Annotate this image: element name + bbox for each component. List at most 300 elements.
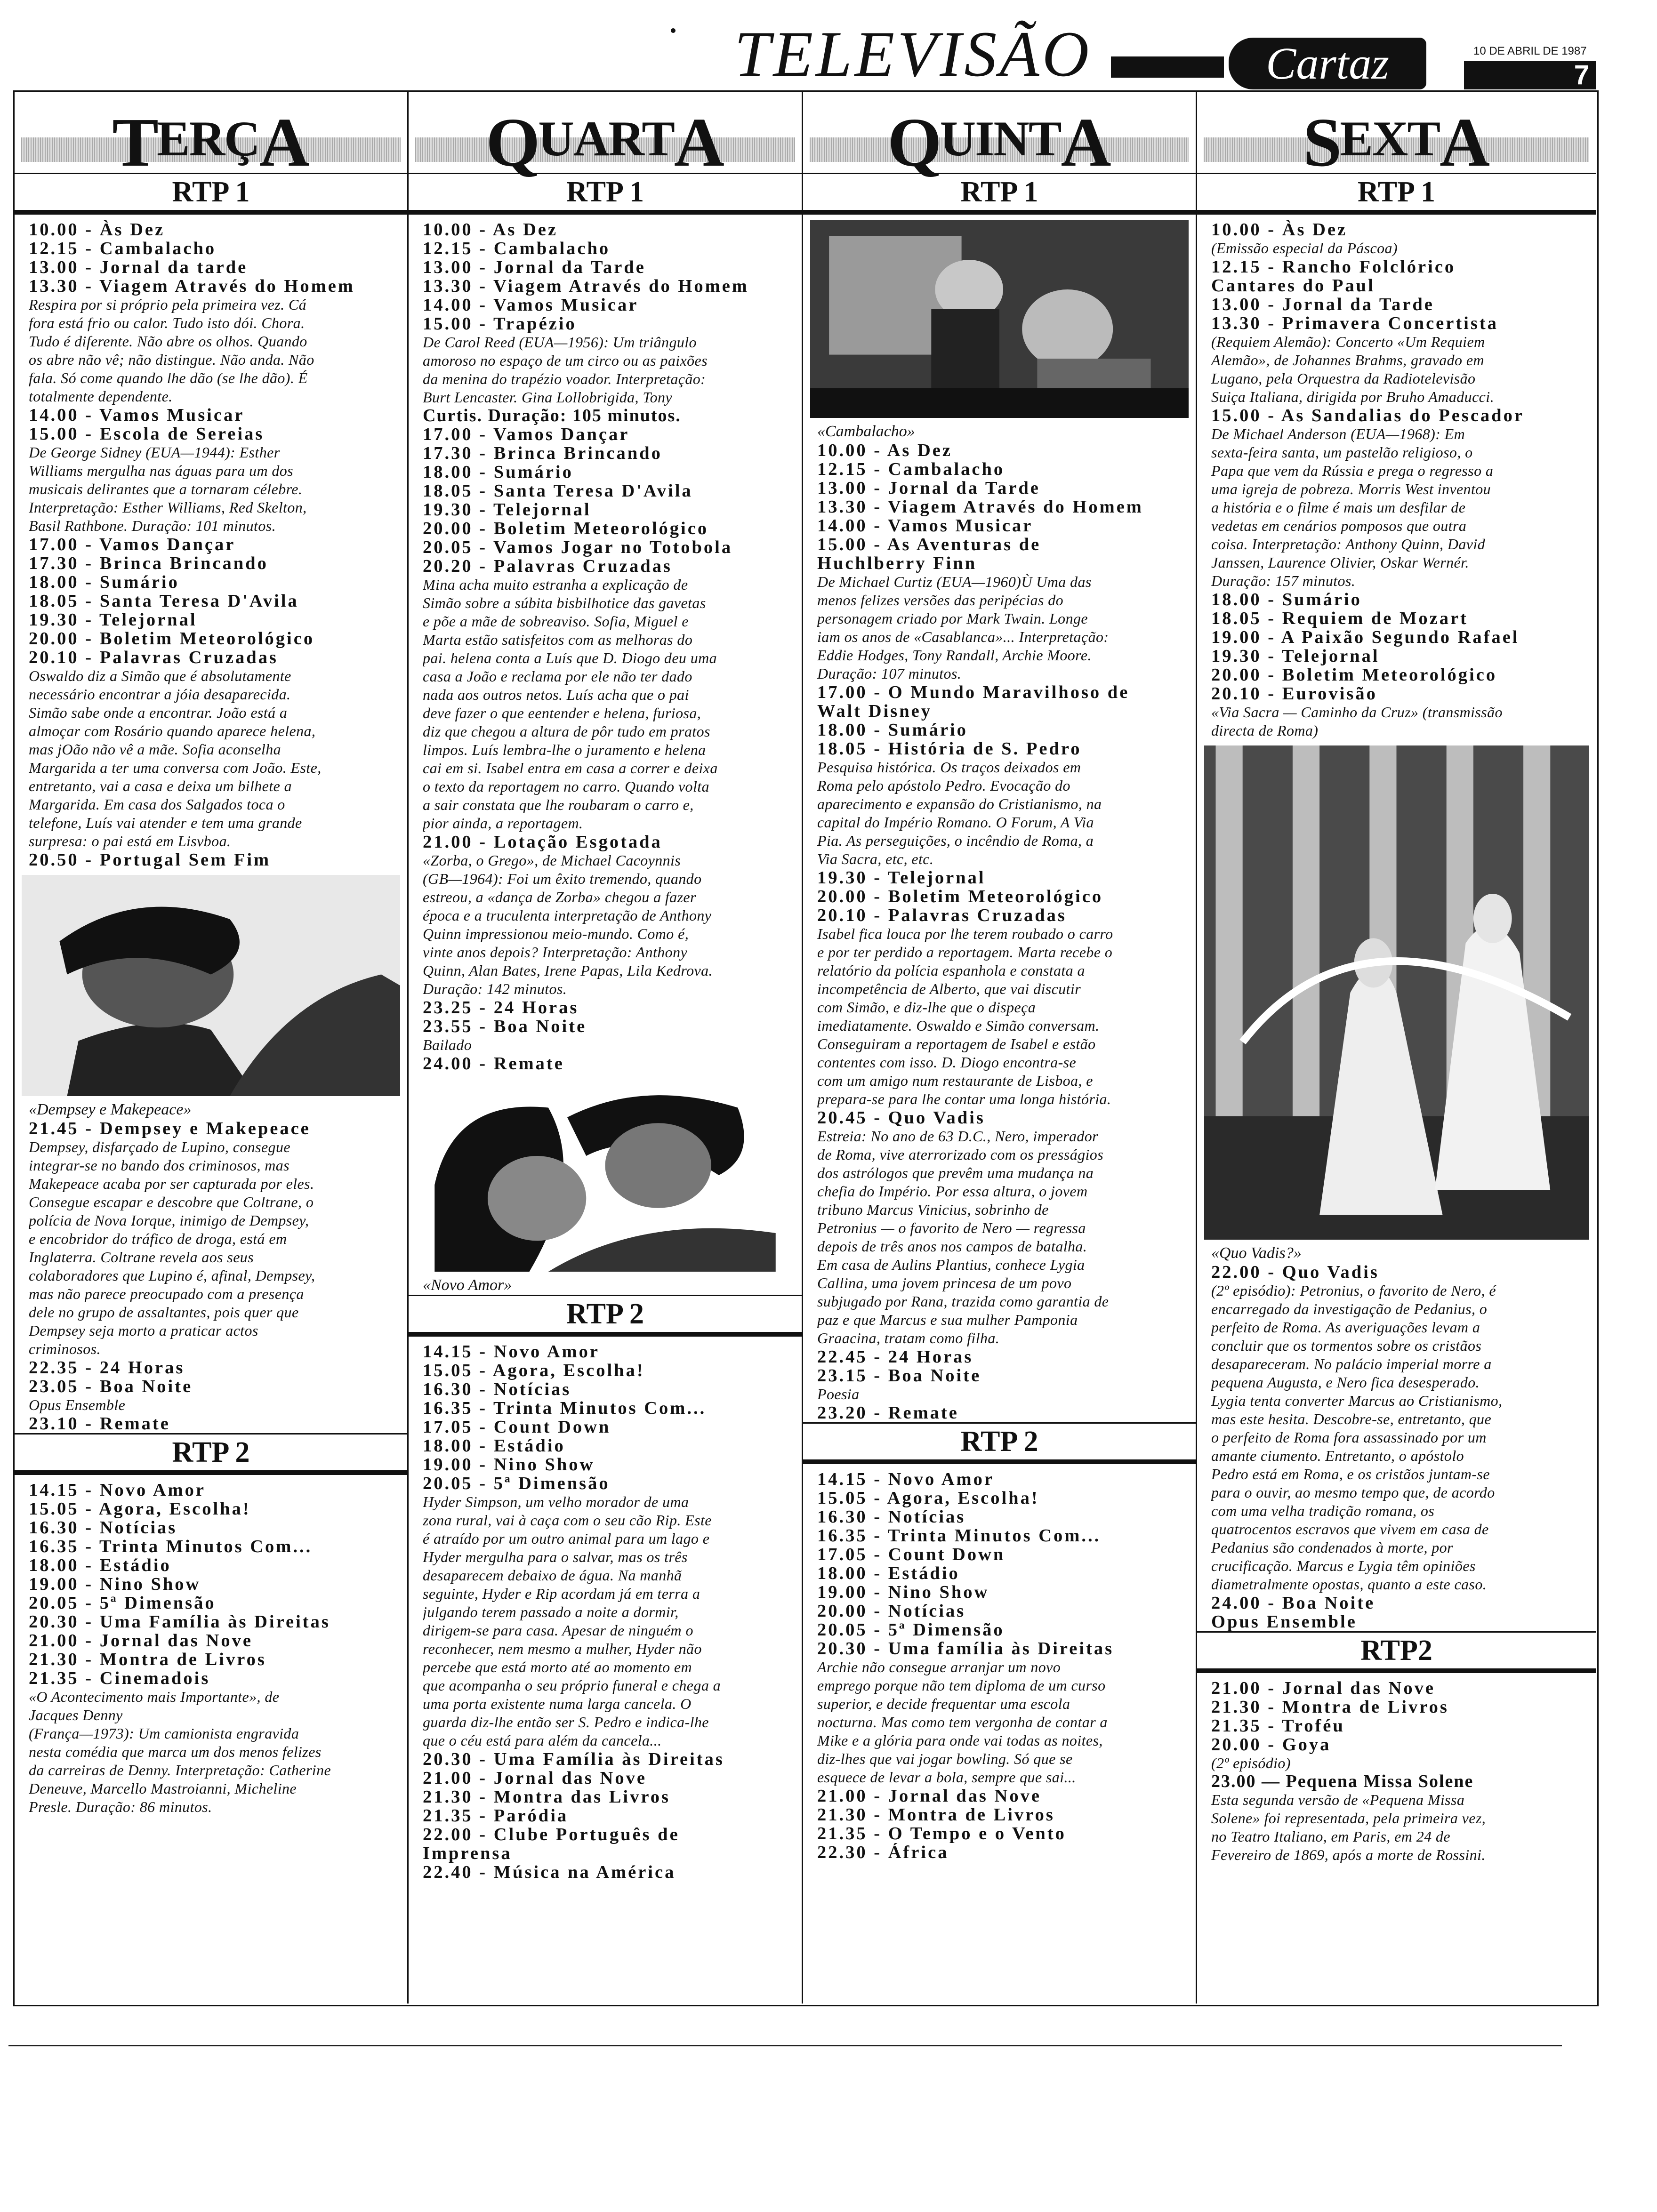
programme-entry: 19.00 - Nino Show	[29, 1575, 201, 1594]
photo-caption: «Novo Amor»	[423, 1276, 512, 1294]
programme-description: directa de Roma)	[1211, 722, 1319, 739]
programme-entry: 19.00 - A Paixão Segundo Rafael	[1211, 628, 1520, 647]
programme-entry: 20.30 - Uma Família às Direitas	[423, 1750, 724, 1769]
programme-entry: 20.45 - Quo Vadis	[817, 1108, 985, 1127]
programme-description: diz-lhes que vai jogar bowling. Só que se	[817, 1750, 1073, 1767]
programme-note: Curtis. Duração: 105 minutos.	[423, 407, 681, 425]
programme-description: Em casa de Aulins Plantius, conhece Lygia	[817, 1256, 1085, 1273]
programme-description: Bailado	[423, 1036, 472, 1053]
programme-description: de Roma, vive aterrorizado com os presságios	[817, 1146, 1104, 1163]
programme-description: limpos. Luís lembra-lhe o juramento e helena	[423, 741, 706, 758]
channel-header: RTP 1	[15, 173, 407, 215]
programme-entry: 21.35 - Cinemadois	[29, 1669, 210, 1688]
programme-entry: 18.05 - Requiem de Mozart	[1211, 609, 1468, 628]
programme-description: percebe que está morto até ao momento em	[423, 1659, 692, 1675]
programme-entry: 21.35 - O Tempo e o Vento	[817, 1824, 1066, 1843]
programme-entry: 21.30 - Montra de Livros	[817, 1805, 1055, 1824]
programme-description: Hyder mergulha para o salvar, mas os três	[423, 1548, 688, 1565]
channel-header: RTP2	[1197, 1631, 1596, 1673]
programme-entry: 18.05 - Santa Teresa D'Avila	[29, 592, 299, 610]
programme-entry: 13.00 - Jornal da Tarde	[1211, 295, 1434, 314]
programme-entry: 21.35 - Paródia	[423, 1806, 569, 1825]
programme-description: o perfeito de Roma fora assassinado por um	[1211, 1429, 1487, 1446]
programme-entry: 17.05 - Count Down	[423, 1418, 611, 1436]
programme-entry: 21.30 - Montra das Livros	[423, 1787, 671, 1806]
column-quinta	[803, 90, 1196, 1862]
channel-header: RTP 2	[409, 1295, 802, 1337]
programme-description: contentes com isso. D. Diogo encontra-se	[817, 1054, 1077, 1071]
programme-entry: 13.00 - Jornal da Tarde	[423, 258, 646, 277]
programme-entry: 20.00 - Boletim Meteorológico	[817, 887, 1103, 906]
programme-description: Deneuve, Marcello Mastroianni, Micheline	[29, 1780, 297, 1797]
programme-description: da carreiras de Denny. Interpretação: Catherine	[29, 1762, 331, 1779]
programme-description: e encobridor do tráfico de droga, está em	[29, 1230, 287, 1247]
day-final: A	[674, 104, 724, 181]
programme-entry: 22.45 - 24 Horas	[817, 1347, 973, 1366]
programme-description: musicais delirantes que a tornaram célebre.	[29, 481, 303, 497]
programme-description: Interpretação: Esther Williams, Red Skelton,	[29, 499, 307, 516]
vadis-photo	[1204, 745, 1589, 1240]
programme-description: Lygia tenta converter Marcus ao Cristianismo,	[1211, 1392, 1503, 1409]
programme-entry: 16.35 - Trinta Minutos Com...	[817, 1526, 1101, 1545]
programme-description: Williams mergulha nas águas para um dos	[29, 462, 294, 479]
programme-description: que o céu está para além da cancela...	[423, 1732, 662, 1749]
masthead-dot	[671, 28, 676, 33]
programme-description: (2º episódio): Petronius, o favorito de Nero, é	[1211, 1282, 1496, 1299]
programme-entry: 13.30 - Viagem Através do Homem	[423, 277, 749, 296]
programme-description: Dempsey, disfarçado de Lupino, consegue	[29, 1138, 290, 1155]
programme-entry: 15.05 - Agora, Escolha!	[817, 1489, 1039, 1507]
programme-description: De Michael Curtiz (EUA—1960)Ù Uma das	[817, 573, 1092, 590]
programme-description: mas este hesita. Descobre-se, entretanto, que	[1211, 1411, 1492, 1427]
programme-entry: 15.05 - Agora, Escolha!	[29, 1499, 251, 1518]
programme-entry: 20.00 - Boletim Meteorológico	[423, 519, 709, 538]
programme-description: Roma pelo apóstolo Pedro. Evocação do	[817, 777, 1070, 794]
programme-description: integrar-se no bando dos criminosos, mas	[29, 1157, 290, 1174]
programme-entry: 19.30 - Telejornal	[423, 500, 591, 519]
programme-description: é atraído por um outro animal para um lago e	[423, 1530, 710, 1547]
programme-description: Margarida. Em casa dos Salgados toca o	[29, 796, 285, 813]
programme-description: pior ainda, a reportagem.	[423, 815, 583, 832]
photo-caption: «Dempsey e Makepeace»	[29, 1101, 192, 1118]
programme-description: Burt Lencaster. Gina Lollobrigida, Tony	[423, 389, 673, 406]
programme-note: 23.00 — Pequena Missa Solene	[1211, 1772, 1474, 1791]
programme-entry: 15.00 - Escola de Sereias	[29, 425, 265, 443]
programme-description: Esta segunda versão de «Pequena Missa	[1211, 1791, 1465, 1808]
day-name	[1197, 104, 1596, 181]
programme-description: almoçar com Rosário quando aparece helena,	[29, 722, 316, 739]
programme-description: Hyder Simpson, um velho morador de uma	[423, 1493, 689, 1510]
day-name	[15, 104, 407, 181]
programme-description: subjugado por Rana, trazida como garantia de	[817, 1293, 1109, 1310]
programme-entry: 22.30 - África	[817, 1843, 949, 1862]
programme-description: Conseguiram a reportagem de Isabel e estão	[817, 1035, 1096, 1052]
programme-description: Archie não consegue arranjar um novo	[817, 1659, 1061, 1675]
programme-description: depois de três anos nos campos de batalha.	[817, 1238, 1087, 1255]
day-middle: ERÇ	[157, 111, 259, 166]
photo-caption: «Cambalacho»	[817, 423, 915, 440]
programme-entry: 20.10 - Palavras Cruzadas	[817, 906, 1067, 925]
programme-description: Consegue escapar e descobre que Coltrane, o	[29, 1194, 314, 1210]
programme-description: e põe a mãe de sobreaviso. Sofia, Miguel e	[423, 613, 689, 630]
programme-entry: 12.15 - Cambalacho	[423, 239, 611, 258]
programme-description: Pedro está em Roma, e os cristãos juntam-se	[1211, 1466, 1490, 1483]
day-name	[409, 104, 802, 181]
programme-description: crucificação. Marcus e Lygia têm opiniões	[1211, 1557, 1476, 1574]
programme-description: capital do Império Romano. O Forum, A Via	[817, 814, 1094, 831]
channel-header: RTP 2	[803, 1422, 1196, 1464]
programme-entry: 14.15 - Novo Amor	[29, 1481, 206, 1499]
programme-entry: 18.00 - Sumário	[817, 721, 968, 739]
listing-block	[1197, 220, 1596, 740]
programme-entry: 23.05 - Boa Noite	[29, 1377, 193, 1396]
programme-entry: 13.00 - Jornal da Tarde	[817, 479, 1040, 497]
day-final: A	[1061, 104, 1111, 181]
man-photo	[22, 875, 400, 1096]
programme-entry: 19.00 - Nino Show	[423, 1455, 595, 1474]
programme-description: julgando terem passado a noite a dormir,	[423, 1603, 679, 1620]
programme-entry: 15.00 - As Sandalias do Pescador	[1211, 406, 1524, 425]
programme-entry: 18.00 - Estádio	[423, 1436, 565, 1455]
programme-description: Duração: 142 minutos.	[423, 980, 567, 997]
programme-entry: 13.30 - Primavera Concertista	[1211, 314, 1498, 333]
programme-description: guarda diz-lhe então ser S. Pedro e indica-lhe	[423, 1714, 709, 1731]
programme-entry: 12.15 - Cambalacho	[817, 460, 1005, 479]
day-header	[803, 90, 1196, 181]
programme-entry: 18.00 - Sumário	[1211, 590, 1362, 609]
day-final: A	[259, 104, 310, 181]
programme-description: a sair constata que lhe roubaram o carro e,	[423, 796, 694, 813]
programme-description: Presle. Duração: 86 minutos.	[29, 1798, 212, 1815]
programme-description: uma porta existente numa larga cancela. O	[423, 1695, 692, 1712]
programme-entry: 23.25 - 24 Horas	[423, 998, 579, 1017]
programme-description: diametralmente opostas, quanto a este caso.	[1211, 1576, 1487, 1593]
day-name	[803, 104, 1196, 181]
programme-description: no Teatro Italiano, em Paris, em 24 de	[1211, 1828, 1450, 1845]
programme-description: necessário encontrar a jóia desaparecida.	[29, 686, 291, 703]
masthead	[0, 0, 1657, 89]
bottom-rule	[8, 2045, 1562, 2046]
programme-description: Simão sabe onde a encontrar. João está a	[29, 704, 288, 721]
programme-entry: 14.00 - Vamos Musicar	[29, 406, 245, 425]
programme-description: De Michael Anderson (EUA—1968): Em	[1211, 425, 1465, 442]
programme-entry: 13.30 - Viagem Através do Homem	[29, 277, 355, 296]
programme-description: vedetas em cenários pomposos que outra	[1211, 517, 1467, 534]
programme-entry: Huchlberry Finn	[817, 554, 977, 573]
programme-description: da menina do trapézio voador. Interpretação:	[423, 370, 706, 387]
programme-description: Jacques Denny	[29, 1707, 123, 1723]
programme-description: desaparecem debaixo de água. Na manhã	[423, 1567, 682, 1584]
programme-description: surpresa: o pai está em Lisvboa.	[29, 833, 231, 850]
listing-block	[1197, 1679, 1596, 1864]
programme-entry: 20.00 - Notícias	[817, 1602, 966, 1620]
programme-description: «Zorba, o Grego», de Michael Cacoynnis	[423, 852, 681, 869]
programme-description: superior, e decide frequentar uma escola	[817, 1695, 1070, 1712]
programme-description: Papa que vem da Rússia e prega o regresso a	[1211, 462, 1494, 479]
programme-entry: 21.35 - Troféu	[1211, 1716, 1345, 1735]
programme-entry: 21.30 - Montra de Livros	[1211, 1698, 1449, 1716]
programme-description: De Carol Reed (EUA—1956): Um triângulo	[423, 334, 697, 351]
photo-block	[409, 1079, 802, 1274]
programme-description: sexta-feira santa, um pastelão religioso, o	[1211, 444, 1473, 461]
programme-entry: 15.05 - Agora, Escolha!	[423, 1361, 645, 1380]
programme-entry: 16.30 - Notícias	[423, 1380, 571, 1399]
programme-description: com uma velha tradição romana, os	[1211, 1502, 1435, 1519]
programme-entry: 21.00 - Jornal das Nove	[1211, 1679, 1435, 1698]
day-header	[409, 90, 802, 181]
programme-description: totalmente dependente.	[29, 388, 173, 405]
programme-entry: 21.45 - Dempsey e Makepeace	[29, 1119, 311, 1138]
programme-description: concluir que os tormentos sobre os cristãos	[1211, 1337, 1482, 1354]
programme-description: Mina acha muito estranha a explicação de	[423, 576, 688, 593]
programme-entry: 10.00 - Às Dez	[29, 220, 165, 239]
programme-description: seguinte, Hyder e Rip acordam já em terra a	[423, 1585, 700, 1602]
programme-entry: 10.00 - Às Dez	[1211, 220, 1348, 239]
programme-description: iam os anos de «Casablanca»... Interpretação:	[817, 628, 1109, 645]
listing-block	[409, 220, 802, 1073]
programme-entry: Opus Ensemble	[1211, 1612, 1357, 1631]
programme-description: entretanto, vai a casa e deixa um bilhete a	[29, 777, 292, 794]
programme-entry: 12.15 - Rancho Folclórico	[1211, 257, 1456, 276]
programme-description: com Simão, e diz-lhe que o dispeça	[817, 999, 1036, 1016]
programme-entry: 18.00 - Sumário	[29, 573, 179, 592]
masthead-rule	[1111, 56, 1224, 78]
programme-entry: 17.05 - Count Down	[817, 1545, 1005, 1564]
programme-description: Pesquisa histórica. Os traços deixados em	[817, 759, 1081, 776]
couple-photo	[416, 1079, 795, 1272]
programme-description: os abre não vê; não distingue. Não anda. Não	[29, 351, 314, 368]
programme-entry: 18.05 - Santa Teresa D'Avila	[423, 481, 693, 500]
programme-description: Marta estão satisfeitos com as melhoras do	[423, 631, 693, 648]
programme-entry: 17.00 - O Mundo Maravilhoso de	[817, 683, 1130, 702]
programme-entry: 18.00 - Estádio	[29, 1556, 171, 1575]
page-number: 7	[1464, 61, 1596, 89]
programme-description: fora está frio ou calor. Tudo isto dói. Chora.	[29, 314, 305, 331]
programme-entry: 18.00 - Estádio	[817, 1564, 960, 1583]
programme-description: dele no grupo de assaltantes, pois quer que	[29, 1304, 299, 1321]
programme-description: Respira por si próprio pela primeira vez. Cá	[29, 296, 307, 313]
programme-description: Duração: 107 minutos.	[817, 665, 962, 682]
programme-description: mas jOão não vê a mãe. Sofia aconselha	[29, 741, 282, 758]
programme-entry: 19.30 - Telejornal	[817, 868, 986, 887]
programme-description: tribuno Marcus Vinicius, sobrinho de	[817, 1201, 1049, 1218]
programme-description: Poesia	[817, 1386, 860, 1403]
programme-entry: 23.20 - Remate	[817, 1403, 959, 1422]
programme-entry: 20.05 - 5ª Dimensão	[817, 1620, 1005, 1639]
programme-entry: 21.00 - Jornal das Nove	[29, 1631, 253, 1650]
programme-description: «O Acontecimento mais Importante», de	[29, 1688, 280, 1705]
programme-description: Petronius — o favorito de Nero — regressa	[817, 1219, 1086, 1236]
programme-description: o texto da reportagem no carro. Quando volta	[423, 778, 709, 795]
programme-description: criminosos.	[29, 1340, 101, 1357]
photo-block	[1197, 745, 1596, 1242]
programme-entry: 24.00 - Remate	[423, 1054, 564, 1073]
programme-description: Isabel fica louca por lhe terem roubado o carro	[817, 925, 1113, 942]
programme-entry: 20.05 - 5ª Dimensão	[29, 1594, 216, 1612]
publication-date: 10 DE ABRIL DE 1987	[1473, 45, 1587, 57]
programme-entry: 13.00 - Jornal da tarde	[29, 258, 248, 277]
section-title: TELEVISÃO	[734, 18, 1092, 90]
programme-description: relatório da polícia espanhola e constata a	[817, 962, 1085, 979]
programme-entry: 16.35 - Trinta Minutos Com...	[29, 1537, 313, 1556]
day-initial: Q	[486, 104, 539, 181]
programme-entry: 19.30 - Telejornal	[29, 610, 197, 629]
programme-description: Pia. As perseguições, o incêndio de Roma, a	[817, 832, 1094, 849]
programme-description: (França—1973): Um camionista engravida	[29, 1725, 299, 1742]
programme-description: prepara-se para lhe contar uma longa história.	[817, 1090, 1111, 1107]
programme-description: para o ouvir, ao mesmo tempo que, de acordo	[1211, 1484, 1495, 1501]
programme-description: a história e o filme é mais um desfilar de	[1211, 499, 1466, 516]
programme-entry: 14.00 - Vamos Musicar	[817, 516, 1033, 535]
programme-description: estreou, a «dança de Zorba» chegou a fazer	[423, 889, 696, 906]
programme-description: pequena Augusta, e Nero fica desesperado.	[1211, 1374, 1480, 1391]
channel-header: RTP 1	[803, 173, 1196, 215]
programme-entry: 17.00 - Vamos Dançar	[29, 535, 236, 554]
listing-block	[409, 1342, 802, 1882]
programme-description: dos astrólogos que prevêm uma mudança na	[817, 1164, 1094, 1181]
programme-description: Inglaterra. Coltrane revela aos seus	[29, 1249, 254, 1266]
cartaz-logo: Cartaz	[1229, 38, 1426, 89]
programme-description: dirigem-se para casa. Apesar de ninguém o	[423, 1622, 693, 1639]
programme-description: nocturna. Mas como tem vergonha de contar a	[817, 1714, 1108, 1731]
programme-description: (Requiem Alemão): Concerto «Um Requiem	[1211, 333, 1485, 350]
programme-description: Duração: 157 minutos.	[1211, 572, 1356, 589]
day-header	[1197, 90, 1596, 181]
programme-description: polícia de Nova Iorque, inimigo de Dempsey,	[29, 1212, 309, 1229]
programme-description: época e a truculenta interpretação de Anthony	[423, 907, 712, 924]
programme-entry: 10.00 - As Dez	[423, 220, 558, 239]
programme-description: Eddie Hodges, Tony Randall, Archie Moore.	[817, 647, 1092, 664]
programme-description: Simão sobre a súbita bisbilhotice das gavetas	[423, 594, 706, 611]
programme-description: fala. Só come quando lhe dão (se lhe dão). É	[29, 369, 308, 386]
programme-description: Graacina, tratam como filha.	[817, 1330, 1000, 1346]
day-final: A	[1440, 104, 1490, 181]
programme-description: Quinn impressionou meio-mundo. Como é,	[423, 925, 689, 942]
programme-description: Janssen, Laurence Olivier, Oskar Wernér.	[1211, 554, 1469, 571]
programme-entry: 14.15 - Novo Amor	[423, 1342, 600, 1361]
programme-description: Lugano, pela Orquestra da Radiotelevisão	[1211, 370, 1476, 387]
programme-entry: 21.30 - Montra de Livros	[29, 1650, 266, 1669]
day-initial: Q	[887, 104, 940, 181]
programme-entry: 22.00 - Quo Vadis	[1211, 1263, 1379, 1282]
programme-description: amante ciumento. Entretanto, o apóstolo	[1211, 1447, 1464, 1464]
programme-description: incompetência de Alberto, que vai discutir	[817, 980, 1081, 997]
programme-description: aparecimento e expansão do Cristianismo, na	[817, 795, 1102, 812]
programme-description: Via Sacra, etc, etc.	[817, 850, 934, 867]
programme-entry: Walt Disney	[817, 702, 933, 721]
day-header	[15, 90, 407, 181]
programme-description: (Emissão especial da Páscoa)	[1211, 240, 1398, 256]
programme-description: colaboradores que Lupino é, afinal, Dempsey,	[29, 1267, 315, 1284]
programme-description: pai. helena conta a Luís que D. Diogo deu uma	[423, 649, 717, 666]
programme-description: chefia do Império. Por essa altura, o jovem	[817, 1183, 1088, 1200]
programme-description: Dempsey seja morto a praticar actos	[29, 1322, 258, 1339]
programme-description: Suiça Italiana, dirigida por Bruho Amaducci.	[1211, 388, 1494, 405]
programme-description: com um amigo num restaurante de Lisboa, e	[817, 1072, 1093, 1089]
programme-description: Solene» foi representada, pela primeira vez,	[1211, 1810, 1486, 1827]
listing-block	[15, 1119, 407, 1433]
programme-description: deve fazer o que eentender e helena, furiosa,	[423, 705, 701, 721]
programme-entry: 16.30 - Notícias	[817, 1507, 966, 1526]
programme-description: Mike e a glória para onde vai todas as noites,	[817, 1732, 1103, 1749]
programme-description: De George Sidney (EUA—1944): Esther	[29, 444, 280, 461]
programme-entry: 23.55 - Boa Noite	[423, 1017, 587, 1036]
listing-block	[15, 1481, 407, 1816]
programme-entry: 14.15 - Novo Amor	[817, 1470, 994, 1489]
programme-entry: 19.30 - Telejornal	[1211, 647, 1380, 665]
day-initial: T	[112, 104, 157, 181]
column-sexta	[1197, 90, 1596, 1864]
listing-block	[803, 1470, 1196, 1862]
channel-header: RTP 1	[1197, 173, 1596, 215]
programme-entry: 20.10 - Eurovisão	[1211, 684, 1377, 703]
programme-description: Alemão», de Johannes Brahms, gravado em	[1211, 352, 1484, 369]
programme-entry: 22.40 - Música na América	[423, 1863, 676, 1882]
programme-entry: 13.30 - Viagem Através do Homem	[817, 497, 1143, 516]
day-initial: S	[1303, 104, 1340, 181]
programme-entry: 17.30 - Brinca Brincando	[29, 554, 268, 573]
programme-description: «Via Sacra — Caminho da Cruz» (transmissão	[1211, 704, 1503, 721]
programme-description: Pedanius são condenados à morte, por	[1211, 1539, 1453, 1556]
programme-entry: 15.00 - As Aventuras de	[817, 535, 1041, 554]
programme-description: (2º episódio)	[1211, 1755, 1291, 1771]
programme-entry: 17.00 - Vamos Dançar	[423, 425, 630, 444]
programme-entry: 16.35 - Trinta Minutos Com...	[423, 1399, 707, 1418]
programme-description: vinte anos depois? Interpretação: Anthony	[423, 944, 688, 961]
programme-description: amoroso no espaço de um circo ou as paixões	[423, 352, 708, 369]
programme-description: Oswaldo diz a Simão que é absolutamente	[29, 667, 291, 684]
channel-header: RTP 2	[15, 1433, 407, 1475]
programme-entry: 22.00 - Clube Português de	[423, 1825, 680, 1844]
programme-entry: 20.30 - Uma família às Direitas	[817, 1639, 1114, 1658]
programme-description: Basil Rathbone. Duração: 101 minutos.	[29, 517, 276, 534]
programme-entry: 12.15 - Cambalacho	[29, 239, 217, 258]
programme-description: nada aos outros netos. Luís acha que o pai	[423, 686, 689, 703]
programme-description: que acompanha o seu próprio funeral e chega a	[423, 1677, 721, 1694]
programme-description: uma igreja de pobreza. Morris West inventou	[1211, 481, 1491, 497]
programme-entry: 20.20 - Palavras Cruzadas	[423, 557, 672, 576]
programme-entry: 21.00 - Lotação Esgotada	[423, 833, 662, 851]
programme-description: reconhecer, nem mesmo a mulher, Hyder não	[423, 1640, 702, 1657]
programme-description: menos felizes versões das peripécias do	[817, 592, 1064, 609]
programme-description: quatrocentos escravos que vivem em casa de	[1211, 1521, 1489, 1538]
programme-description: Fevereiro de 1869, após a morte de Rossini.	[1211, 1846, 1486, 1863]
programme-description: diz que chegou a altura de pôr tudo em pratos	[423, 723, 710, 740]
programme-entry: 19.00 - Nino Show	[817, 1583, 989, 1602]
programme-entry: 23.10 - Remate	[29, 1414, 170, 1433]
programme-entry: 15.00 - Trapézio	[423, 314, 577, 333]
programme-description: paz e que Marcus e sua mulher Pamponia	[817, 1311, 1078, 1328]
programme-entry: 20.00 - Boletim Meteorológico	[1211, 665, 1497, 684]
programme-description: Margarida a ter uma conversa com João. Este,	[29, 759, 322, 776]
day-middle: UART	[538, 111, 674, 166]
programme-description: Tudo é diferente. Não abre os olhos. Quando	[29, 333, 307, 350]
column-quarta	[409, 90, 802, 1882]
day-middle: EXT	[1340, 111, 1440, 166]
listing-block	[15, 220, 407, 869]
programme-description: casa a João e reclama por ele não ter dado	[423, 668, 692, 685]
listing-block	[803, 441, 1196, 1422]
programme-description: Callina, uma jovem princesa de um povo	[817, 1274, 1072, 1291]
programme-description: nesta comédia que marca um dos menos felizes	[29, 1743, 322, 1760]
programme-description: Makepeace acaba por ser capturada por eles.	[29, 1175, 314, 1192]
column-terca	[15, 90, 407, 1816]
programme-description: personagem criado por Mark Twain. Longe	[817, 610, 1088, 627]
listing-block	[1197, 1263, 1596, 1631]
programme-entry: Cantares do Paul	[1211, 276, 1375, 295]
programme-description: desapareceram. No palácio imperial morre a	[1211, 1355, 1492, 1372]
programme-description: coisa. Interpretação: Anthony Quinn, David	[1211, 536, 1486, 553]
